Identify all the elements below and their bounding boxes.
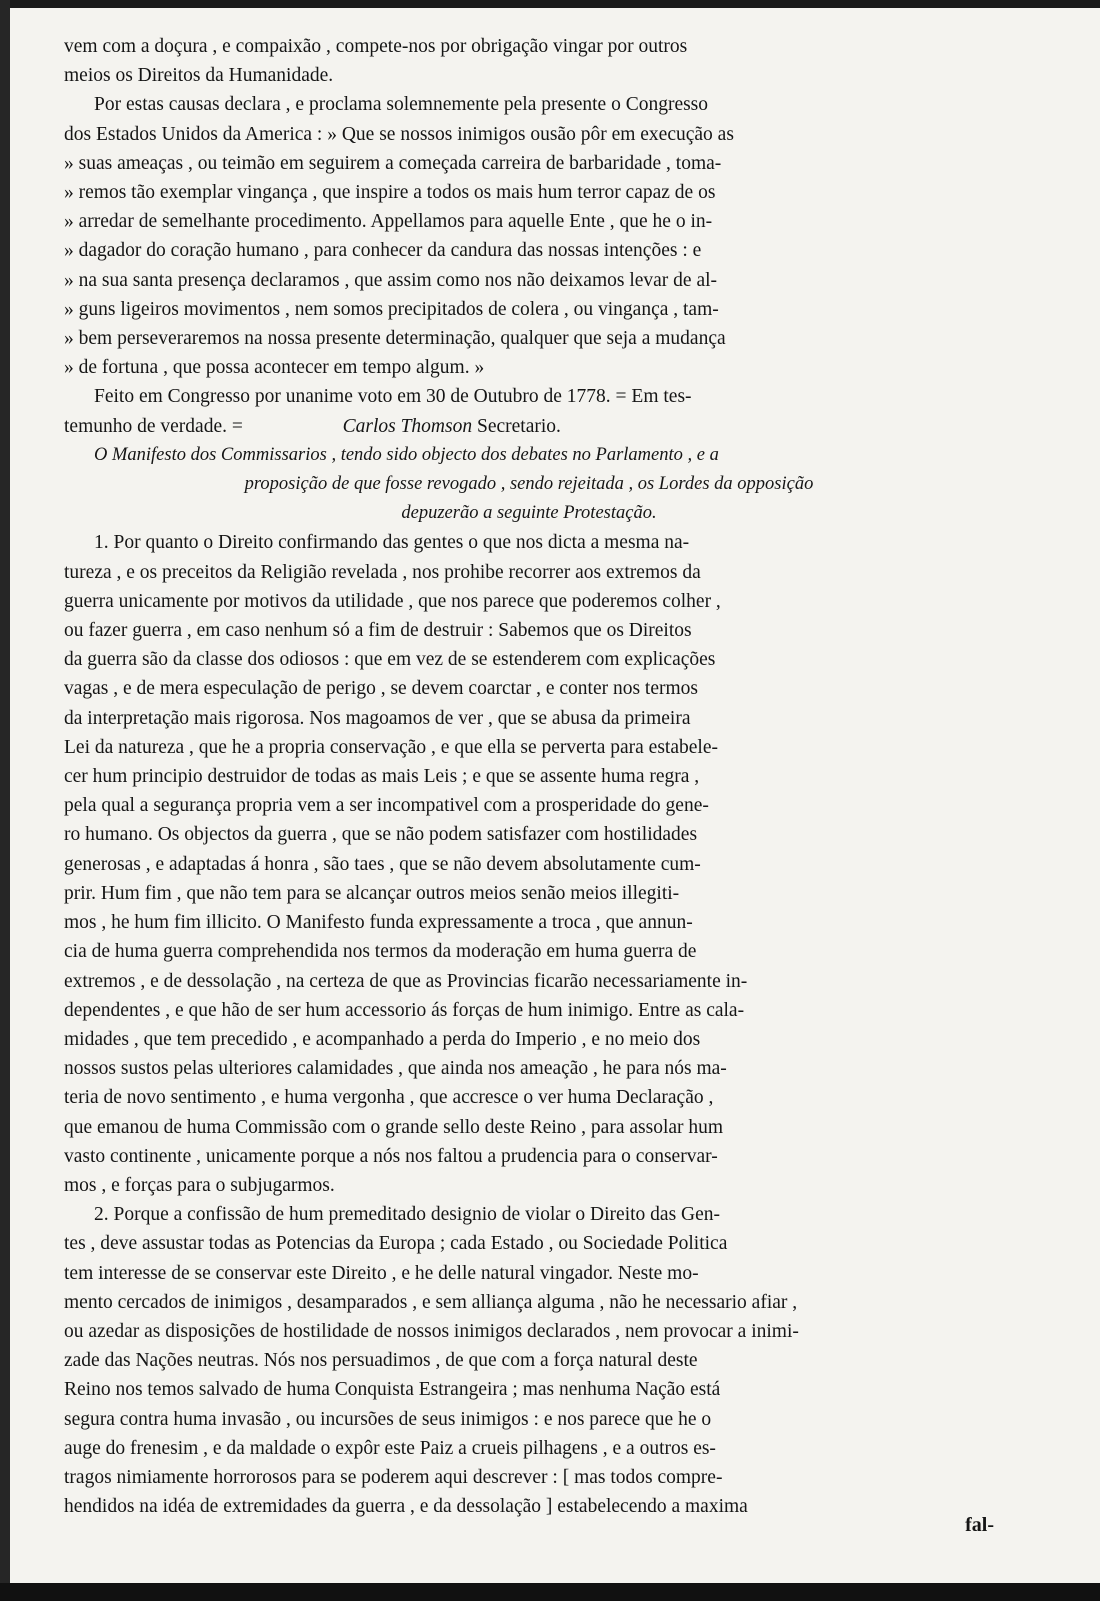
text-line: hendidos na idéa de extremidades da guerra , e da dessolação ] estabelecendo a maxima — [64, 1496, 748, 1518]
text-line: » guns ligeiros movimentos , nem somos precipitados de colera , ou vingança , tam- — [64, 298, 719, 320]
text-line: extremos , e de dessolação , na certeza de que as Provincias ficarão necessariamente in- — [64, 970, 748, 992]
closing-block — [64, 382, 994, 440]
text-line: dos Estados Unidos da America : » Que se nossos inimigos ousão pôr em execução as — [64, 123, 734, 145]
text-line: cer hum principio destruidor de todas as mais Leis ; e que se assente huma regra , — [64, 766, 700, 788]
text-line: » bem perseveraremos na nossa presente determinação, qualquer que seja a mudança — [64, 328, 726, 350]
declaration-paragraph — [64, 90, 994, 382]
text-line: dependentes , e que hão de ser hum accessorio ás forças de hum inimigo. Entre as cala- — [64, 999, 745, 1021]
closing-line-2 — [64, 412, 994, 441]
text-line: 2. Porque a confissão de hum premeditado designio de violar o Direito das Gen- — [94, 1204, 721, 1226]
text-line: vagas , e de mera especulação de perigo , se devem coarctar , e conter nos termos — [64, 678, 698, 700]
text-line: 1. Por quanto o Direito confirmando das gentes o que nos dicta a mesma na- — [94, 532, 690, 554]
top-paragraph — [64, 32, 994, 90]
text-line: cia de huma guerra comprehendida nos termos da moderação em huma guerra de — [64, 941, 697, 963]
text-line: Reino nos temos salvado de huma Conquista Estrangeira ; mas nenhuma Nação está — [64, 1379, 721, 1401]
closing-line: Feito em Congresso por unanime voto em 30 de Outubro de 1778. = Em tes- — [94, 386, 692, 408]
text-line: » suas ameaças , ou teimão em seguirem a começada carreira de barbaridade , toma- — [64, 152, 722, 174]
text-line: nossos sustos pelas ulteriores calamidades , que ainda nos ameação , he para nós ma- — [64, 1058, 727, 1080]
text-line: ou fazer guerra , em caso nenhum só a fim de destruir : Sabemos que os Direitos — [64, 620, 692, 642]
scan-edge-left — [0, 0, 10, 1601]
text-line: mos , e forças para o subjugarmos. — [64, 1174, 335, 1196]
text-line: » de fortuna , que possa acontecer em tempo algum. » — [64, 357, 485, 379]
text-line: mento cercados de inimigos , desamparados , e sem alliança alguma , não he necessario afiar , — [64, 1291, 798, 1313]
text-line: segura contra huma invasão , ou incursões de seus inimigos : e nos parece que he o — [64, 1408, 712, 1430]
text-line: tem interesse de se conservar este Direito , e he delle natural vingador. Neste mo- — [64, 1262, 699, 1284]
text-line: prir. Hum fim , que não tem para se alcançar outros meios senão meios illegiti- — [64, 882, 680, 904]
text-line: tes , deve assustar todas as Potencias da Europa ; cada Estado , ou Sociedade Politica — [64, 1233, 728, 1255]
text-line: » arredar de semelhante procedimento. Appellamos para aquelle Ente , que he o in- — [64, 211, 713, 233]
text-line: vem com a doçura , e compaixão , compete-nos por obrigação vingar por outros — [64, 36, 688, 57]
text-line: » remos tão exemplar vingança , que inspire a todos os mais hum terror capaz de os — [64, 182, 716, 204]
text-line: tragos nimiamente horrorosos para se poderem aqui descrever : [ mas todos compre- — [64, 1466, 723, 1488]
paragraph-2 — [64, 1200, 994, 1521]
text-line: Lei da natureza , que he a propria conservação , e que ella se perverta para estabele- — [64, 736, 718, 758]
text-line: teria de novo sentimento , e huma vergonha , que accresce o ver huma Declaração , — [64, 1087, 714, 1109]
text-line: ro humano. Os objectos da guerra , que se não podem satisfazer com hostilidades — [64, 824, 698, 846]
text-line: midades , que tem precedido , e acompanhado a perda do Imperio , e no meio dos — [64, 1028, 701, 1050]
text-line: auge do frenesim , e da maldade o expôr este Paiz a crueis pilhagens , e a outros es- — [64, 1437, 716, 1459]
text-line: zade das Nações neutras. Nós nos persuadimos , de que com a força natural deste — [64, 1350, 698, 1372]
text-line: da guerra são da classe dos odiosos : que em vez de se estenderem com explicações — [64, 649, 716, 671]
text-line: mos , he hum fim illicito. O Manifesto funda expressamente a troca , que annun- — [64, 912, 693, 934]
text-line: meios os Direitos da Humanidade. — [64, 65, 334, 87]
paragraph-1 — [64, 528, 994, 1200]
secretary-name: Carlos Thomson — [342, 415, 473, 437]
scan-edge-bottom — [0, 1583, 1100, 1601]
heading-line: proposição de que fosse revogado , sendo rejeitada , os Lordes da opposição — [244, 474, 814, 495]
text-line: vasto continente , unicamente porque a nós nos faltou a prudencia para o conservar- — [64, 1145, 718, 1167]
text-line: » na sua santa presença declaramos , que assim como nos não deixamos levar de al- — [64, 269, 718, 291]
text-line: ou azedar as disposições de hostilidade de nossos inimigos declarados , nem provocar a inimi- — [64, 1320, 799, 1342]
text-line: generosas , e adaptadas á honra , são taes , que se não devem absolutamente cum- — [64, 853, 701, 875]
text-line: que emanou de huma Commissão com o grande sello deste Reino , para assolar hum — [64, 1116, 724, 1138]
catchword: fal- — [965, 1514, 994, 1536]
text-line: guerra unicamente por motivos da utilidade , que nos parece que poderemos colher , — [64, 590, 721, 612]
text-line: da interpretação mais rigorosa. Nos magoamos de ver , que se abusa da primeira — [64, 707, 691, 729]
document-page — [64, 32, 994, 1521]
text-line: » dagador do coração humano , para conhecer da candura das nossas intenções : e — [64, 240, 702, 262]
section-heading — [64, 441, 994, 529]
text-line: Por estas causas declara , e proclama solemnemente pela presente o Congresso — [94, 94, 709, 116]
text-line: tureza , e os preceitos da Religião revelada , nos prohibe recorrer aos extremos da — [64, 561, 701, 583]
heading-line: O Manifesto dos Commissarios , tendo sido objecto dos debates no Parlamento , e a — [94, 444, 719, 465]
scan-edge-top — [0, 0, 1100, 8]
secretary-title: Secretario. — [476, 415, 561, 437]
text-line: pela qual a segurança propria vem a ser incompativel com a prosperidade do gene- — [64, 795, 709, 817]
attestation-text: temunho de verdade. = — [64, 415, 243, 437]
heading-line: depuzerão a seguinte Protestação. — [401, 503, 657, 524]
